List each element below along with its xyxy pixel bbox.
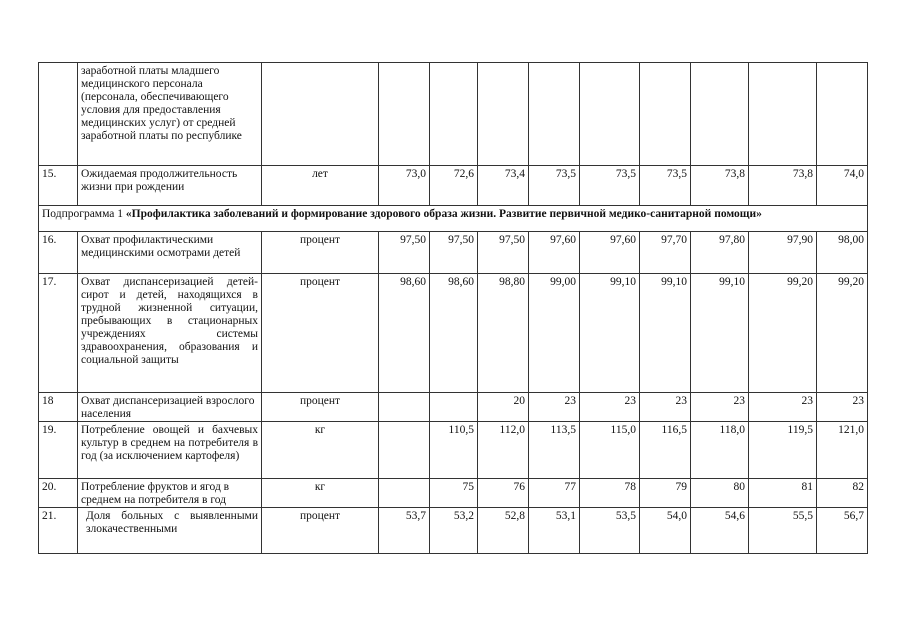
value-cell [379, 63, 430, 166]
value-cell [430, 63, 478, 166]
indicator-name-cell: Охват профилактическими медицинскими осмотрами детей [78, 232, 262, 274]
unit-cell: процент [262, 393, 379, 422]
value-cell [691, 63, 749, 166]
row-number-cell: 16. [39, 232, 78, 274]
indicator-name-cell: Потребление овощей и бахчевых культур в среднем на потребителя в год (за исключением картофеля) [78, 422, 262, 479]
value-cell: 73,0 [379, 166, 430, 206]
indicator-name-cell: Доля больных с выявленными злокачественными [78, 508, 262, 554]
value-cell [379, 479, 430, 508]
row-number-cell: 18 [39, 393, 78, 422]
value-cell: 73,5 [529, 166, 580, 206]
value-cell: 98,00 [817, 232, 868, 274]
value-cell: 77 [529, 479, 580, 508]
value-cell [580, 63, 640, 166]
value-cell: 23 [749, 393, 817, 422]
unit-cell: лет [262, 166, 379, 206]
value-cell [817, 63, 868, 166]
value-cell: 78 [580, 479, 640, 508]
value-cell: 99,20 [817, 274, 868, 393]
unit-cell [262, 63, 379, 166]
row-number-cell: 20. [39, 479, 78, 508]
subprogram-heading [39, 206, 868, 232]
unit-cell: процент [262, 274, 379, 393]
value-cell: 54,0 [640, 508, 691, 554]
value-cell: 73,5 [580, 166, 640, 206]
value-cell: 73,8 [691, 166, 749, 206]
subprogram-title: «Профилактика заболеваний и формирование здорового образа жизни. Развитие первичной медико-санитарной помощи» [125, 208, 762, 220]
value-cell: 97,90 [749, 232, 817, 274]
value-cell: 121,0 [817, 422, 868, 479]
value-cell: 52,8 [478, 508, 529, 554]
indicator-name-cell: Потребление фруктов и ягод в среднем на потребителя в год [78, 479, 262, 508]
value-cell: 97,50 [430, 232, 478, 274]
value-cell [749, 63, 817, 166]
value-cell: 72,6 [430, 166, 478, 206]
table-row [39, 479, 868, 508]
row-number-cell: 19. [39, 422, 78, 479]
value-cell: 80 [691, 479, 749, 508]
subprogram-row [39, 206, 868, 232]
value-cell: 53,1 [529, 508, 580, 554]
value-cell: 99,00 [529, 274, 580, 393]
value-cell: 119,5 [749, 422, 817, 479]
indicator-name-cell: Ожидаемая продолжительность жизни при рождении [78, 166, 262, 206]
value-cell: 97,60 [580, 232, 640, 274]
unit-cell: процент [262, 232, 379, 274]
value-cell: 110,5 [430, 422, 478, 479]
table-row [39, 63, 868, 166]
value-cell: 56,7 [817, 508, 868, 554]
indicator-name-cell: Охват диспансеризацией взрослого населения [78, 393, 262, 422]
value-cell: 98,80 [478, 274, 529, 393]
value-cell: 115,0 [580, 422, 640, 479]
value-cell: 23 [640, 393, 691, 422]
table-row [39, 508, 868, 554]
value-cell: 116,5 [640, 422, 691, 479]
unit-cell: кг [262, 422, 379, 479]
value-cell: 55,5 [749, 508, 817, 554]
value-cell: 23 [691, 393, 749, 422]
value-cell: 74,0 [817, 166, 868, 206]
value-cell: 113,5 [529, 422, 580, 479]
value-cell: 73,8 [749, 166, 817, 206]
value-cell: 23 [817, 393, 868, 422]
table-row [39, 232, 868, 274]
value-cell [640, 63, 691, 166]
indicators-table [38, 62, 868, 554]
table-row [39, 422, 868, 479]
table-row [39, 274, 868, 393]
value-cell: 23 [580, 393, 640, 422]
value-cell: 79 [640, 479, 691, 508]
value-cell: 81 [749, 479, 817, 508]
unit-cell: процент [262, 508, 379, 554]
value-cell: 82 [817, 479, 868, 508]
row-number-cell: 17. [39, 274, 78, 393]
value-cell [529, 63, 580, 166]
value-cell [478, 63, 529, 166]
row-number-cell: 21. [39, 508, 78, 554]
value-cell: 53,7 [379, 508, 430, 554]
value-cell: 98,60 [379, 274, 430, 393]
value-cell [379, 393, 430, 422]
value-cell: 53,5 [580, 508, 640, 554]
value-cell: 97,70 [640, 232, 691, 274]
value-cell: 97,80 [691, 232, 749, 274]
value-cell: 118,0 [691, 422, 749, 479]
row-number-cell [39, 63, 78, 166]
value-cell: 53,2 [430, 508, 478, 554]
value-cell: 76 [478, 479, 529, 508]
value-cell: 54,6 [691, 508, 749, 554]
indicator-name-cell: заработной платы младшего медицинского персонала (персонала, обеспечивающего условия для предоставления медицинских услуг) от средней заработной платы по республике [78, 63, 262, 166]
value-cell: 97,60 [529, 232, 580, 274]
value-cell: 73,5 [640, 166, 691, 206]
table-row [39, 393, 868, 422]
value-cell [379, 422, 430, 479]
value-cell: 20 [478, 393, 529, 422]
value-cell: 99,10 [691, 274, 749, 393]
value-cell: 75 [430, 479, 478, 508]
value-cell: 73,4 [478, 166, 529, 206]
indicator-name-cell: Охват диспансеризацией детей-сирот и детей, находящихся в трудной жизненной ситуации, пребывающих в стационарных учреждениях системы здравоохранения, образования и социальной защиты [78, 274, 262, 393]
value-cell: 97,50 [379, 232, 430, 274]
value-cell: 99,10 [640, 274, 691, 393]
value-cell: 112,0 [478, 422, 529, 479]
value-cell: 97,50 [478, 232, 529, 274]
subprogram-prefix: Подпрограмма 1 [42, 208, 126, 220]
row-number-cell: 15. [39, 166, 78, 206]
value-cell: 99,10 [580, 274, 640, 393]
value-cell [430, 393, 478, 422]
unit-cell: кг [262, 479, 379, 508]
table-row [39, 166, 868, 206]
value-cell: 99,20 [749, 274, 817, 393]
value-cell: 98,60 [430, 274, 478, 393]
value-cell: 23 [529, 393, 580, 422]
